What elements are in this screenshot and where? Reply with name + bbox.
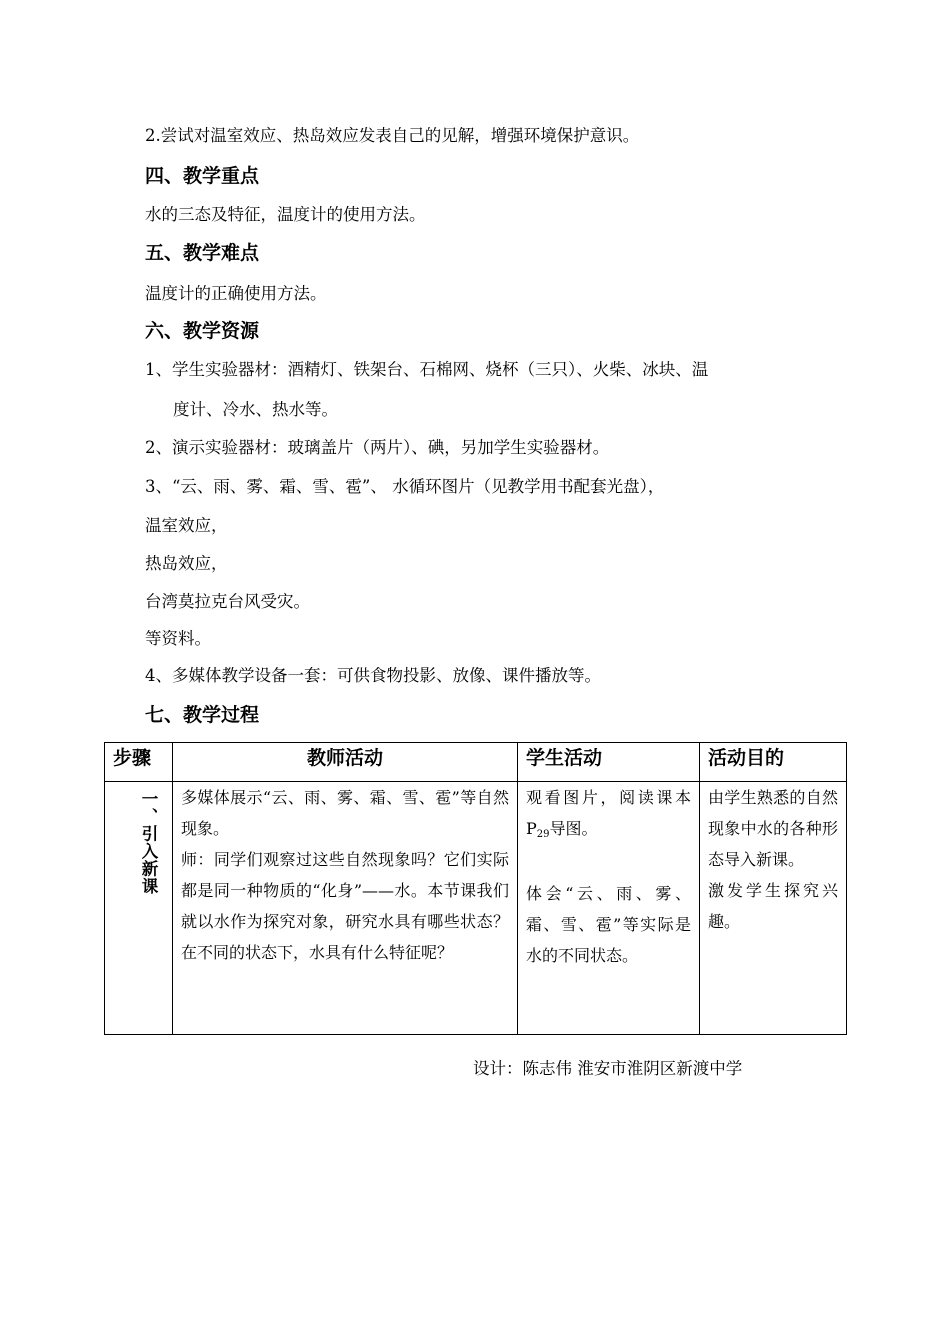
resource-item-1-line-1: 1、学生实验器材：酒精灯、铁架台、石棉网、烧杯（三只）、火柴、冰块、温: [145, 360, 709, 379]
heading-difficulties: 五、教学难点: [145, 242, 260, 264]
objective-item-2: 2.尝试对温室效应、热岛效应发表自己的见解，增强环境保护意识。: [145, 126, 640, 145]
teacher-activity-1: 多媒体展示“云、雨、雾、霜、雪、雹”等自然现象。: [181, 788, 509, 838]
key-points-text: 水的三态及特征，温度计的使用方法。: [145, 205, 426, 224]
resource-item-1-line-2: 度计、冷水、热水等。: [173, 400, 338, 419]
cell-purpose: [700, 782, 847, 1035]
resource-extra-3: 台湾莫拉克台风受灾。: [145, 592, 310, 611]
resource-extra-1: 温室效应，: [145, 516, 228, 535]
header-teacher: 教师活动: [173, 743, 518, 782]
resource-item-4: 4、多媒体教学设备一套：可供食物投影、放像、课件播放等。: [145, 666, 601, 685]
header-step: 步骤: [105, 743, 173, 782]
cell-student: [518, 782, 700, 1035]
author-footer: 设计：陈志伟 淮安市淮阴区新渡中学: [473, 1059, 743, 1078]
difficulties-text: 温度计的正确使用方法。: [145, 284, 327, 303]
heading-key-points: 四、教学重点: [145, 165, 260, 187]
resource-extra-4: 等资料。: [145, 629, 211, 648]
resource-extra-2: 热岛效应，: [145, 554, 228, 573]
student-activity-1: 观看图片，阅读课本$P_{29}$导图。: [526, 788, 691, 840]
teaching-process-table: [104, 742, 847, 1035]
student-activity-2: 体会“云、雨、雾、霜、雪、雹”等实际是水的不同状态。: [526, 884, 691, 965]
purpose-1: 由学生熟悉的自然现象中水的各种形态导入新课。: [708, 788, 838, 869]
heading-process: 七、教学过程: [145, 704, 260, 726]
header-purpose: 活动目的: [700, 743, 847, 782]
cell-teacher: [173, 782, 518, 1035]
purpose-2: 激发学生探究兴趣。: [708, 881, 838, 931]
header-student: 学生活动: [518, 743, 700, 782]
step-label: 一、引入新课: [139, 790, 158, 895]
table-row: [105, 782, 847, 1035]
resource-item-2: 2、演示实验器材：玻璃盖片（两片）、碘，另加学生实验器材。: [145, 438, 610, 457]
teacher-activity-2: 师：同学们观察过这些自然现象吗？它们实际都是同一种物质的“化身”——水。本节课我们就以水作为探究对象，研究水具有哪些状态？在不同的状态下，水具有什么特征呢？: [181, 850, 509, 962]
resource-item-3: 3、“云、雨、雾、霜、雪、雹”、 水循环图片（见教学用书配套光盘），: [145, 477, 665, 496]
table-header-row: [105, 743, 847, 782]
cell-step: [105, 782, 173, 1035]
heading-resources: 六、教学资源: [145, 320, 260, 342]
